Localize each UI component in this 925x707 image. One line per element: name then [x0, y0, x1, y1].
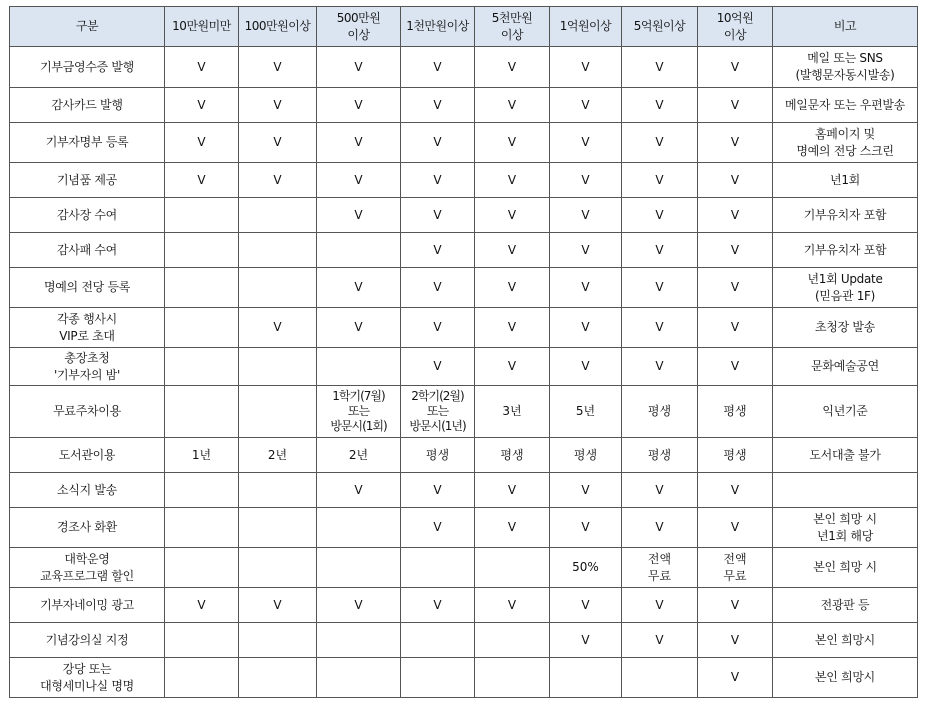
benefit-cell: V	[622, 508, 698, 548]
benefit-cell: V	[550, 588, 622, 623]
benefit-cell: V	[317, 47, 401, 88]
benefit-cell: V	[401, 198, 475, 233]
benefit-cell: V	[401, 308, 475, 348]
benefit-cell	[401, 623, 475, 658]
benefit-cell: 2년	[317, 438, 401, 473]
benefit-cell: V	[401, 88, 475, 123]
benefit-cell	[165, 508, 239, 548]
row-remark: 초청장 발송	[773, 308, 918, 348]
benefit-cell: V	[475, 233, 550, 268]
benefit-cell: V	[401, 47, 475, 88]
benefit-cell: V	[550, 308, 622, 348]
benefit-cell: V	[622, 348, 698, 386]
row-label: 소식지 발송	[10, 473, 165, 508]
benefit-cell: 3년	[475, 386, 550, 438]
benefit-cell: V	[698, 233, 773, 268]
row-remark: 본인 희망시	[773, 658, 918, 698]
benefit-cell: V	[622, 163, 698, 198]
benefit-cell: V	[622, 198, 698, 233]
row-label: 기부자명부 등록	[10, 123, 165, 163]
benefit-cell: 50%	[550, 548, 622, 588]
row-remark: 전광판 등	[773, 588, 918, 623]
table-row	[10, 623, 918, 658]
row-label: 대학운영 교육프로그램 할인	[10, 548, 165, 588]
benefit-cell: V	[317, 198, 401, 233]
table-row	[10, 658, 918, 698]
benefit-cell: 2학기(2월) 또는 방문시(1년)	[401, 386, 475, 438]
row-label: 기념품 제공	[10, 163, 165, 198]
benefit-cell: 평생	[698, 438, 773, 473]
table-row	[10, 88, 918, 123]
row-remark: 메일 또는 SNS (발행문자동시발송)	[773, 47, 918, 88]
benefit-cell: V	[317, 123, 401, 163]
header-category: 구분	[10, 7, 165, 47]
table-row	[10, 473, 918, 508]
row-remark: 메일문자 또는 우편발송	[773, 88, 918, 123]
row-label: 도서관이용	[10, 438, 165, 473]
row-remark	[773, 473, 918, 508]
table-row	[10, 198, 918, 233]
row-remark: 본인 희망 시 년1회 해당	[773, 508, 918, 548]
row-remark: 도서대출 불가	[773, 438, 918, 473]
row-remark: 문화예술공연	[773, 348, 918, 386]
row-label: 기부금영수증 발행	[10, 47, 165, 88]
benefit-cell: V	[401, 233, 475, 268]
benefit-cell: V	[550, 508, 622, 548]
benefit-cell	[317, 548, 401, 588]
benefit-cell: V	[698, 473, 773, 508]
benefit-cell: V	[622, 623, 698, 658]
benefit-cell: 평생	[401, 438, 475, 473]
benefit-cell: 2년	[239, 438, 317, 473]
benefit-cell: V	[475, 508, 550, 548]
row-label: 기념강의실 지정	[10, 623, 165, 658]
table-row	[10, 386, 918, 438]
benefit-cell: V	[239, 47, 317, 88]
row-remark: 본인 희망시	[773, 623, 918, 658]
benefit-cell	[165, 386, 239, 438]
benefit-cell: V	[475, 47, 550, 88]
benefit-cell: 평생	[550, 438, 622, 473]
benefit-cell: V	[698, 508, 773, 548]
row-remark: 익년기준	[773, 386, 918, 438]
benefit-cell: V	[401, 588, 475, 623]
benefit-cell: V	[622, 308, 698, 348]
benefit-cell: V	[698, 348, 773, 386]
benefit-cell	[475, 548, 550, 588]
header-10m-plus: 1천만원이상	[401, 7, 475, 47]
benefit-cell: V	[698, 623, 773, 658]
benefit-cell: V	[550, 47, 622, 88]
benefit-cell	[165, 658, 239, 698]
table-row	[10, 438, 918, 473]
table-row	[10, 268, 918, 308]
header-row	[10, 7, 918, 47]
benefit-cell	[317, 658, 401, 698]
benefit-cell	[317, 233, 401, 268]
benefit-cell: V	[317, 268, 401, 308]
benefit-cell	[165, 268, 239, 308]
benefit-cell: 1년	[165, 438, 239, 473]
benefit-cell	[239, 268, 317, 308]
benefit-cell	[239, 473, 317, 508]
row-remark: 홈페이지 및 명예의 전당 스크린	[773, 123, 918, 163]
benefit-cell	[239, 386, 317, 438]
benefit-cell: V	[698, 198, 773, 233]
table-row	[10, 508, 918, 548]
row-label: 명예의 전당 등록	[10, 268, 165, 308]
benefit-cell	[165, 198, 239, 233]
benefit-cell: 평생	[622, 438, 698, 473]
benefit-cell: V	[622, 47, 698, 88]
benefit-cell: V	[401, 123, 475, 163]
table-row	[10, 348, 918, 386]
header-remarks: 비고	[773, 7, 918, 47]
benefit-cell	[165, 548, 239, 588]
benefit-cell	[475, 623, 550, 658]
benefit-cell: V	[401, 163, 475, 198]
header-1m-plus: 100만원이상	[239, 7, 317, 47]
row-label: 무료주차이용	[10, 386, 165, 438]
header-1b-plus: 10억원 이상	[698, 7, 773, 47]
benefit-cell: V	[550, 163, 622, 198]
benefit-cell	[550, 658, 622, 698]
benefit-cell: V	[698, 163, 773, 198]
table-row	[10, 548, 918, 588]
row-remark: 기부유치자 포함	[773, 233, 918, 268]
table-row	[10, 47, 918, 88]
benefit-cell	[475, 658, 550, 698]
benefit-cell: V	[165, 588, 239, 623]
row-label: 감사장 수여	[10, 198, 165, 233]
benefit-cell: V	[165, 123, 239, 163]
benefit-cell: 평생	[622, 386, 698, 438]
benefit-cell: V	[239, 123, 317, 163]
row-remark: 본인 희망 시	[773, 548, 918, 588]
benefit-cell	[239, 233, 317, 268]
row-label: 강당 또는 대형세미나실 명명	[10, 658, 165, 698]
benefit-cell: V	[401, 508, 475, 548]
table-row	[10, 163, 918, 198]
donor-benefits-table	[9, 6, 918, 698]
benefit-cell: V	[698, 123, 773, 163]
benefit-cell: 평생	[698, 386, 773, 438]
benefit-cell	[317, 508, 401, 548]
benefit-cell	[239, 658, 317, 698]
row-label: 감사카드 발행	[10, 88, 165, 123]
benefit-cell: 전액 무료	[622, 548, 698, 588]
benefit-cell: V	[622, 473, 698, 508]
benefit-cell: V	[317, 588, 401, 623]
row-label: 기부자네이밍 광고	[10, 588, 165, 623]
benefit-cell: V	[475, 588, 550, 623]
benefit-cell: V	[622, 123, 698, 163]
benefit-cell: V	[475, 123, 550, 163]
header-100m-plus: 1억원이상	[550, 7, 622, 47]
benefit-cell: V	[401, 473, 475, 508]
benefit-cell: V	[239, 163, 317, 198]
benefit-cell: V	[317, 473, 401, 508]
benefit-cell: V	[475, 473, 550, 508]
benefit-cell	[239, 198, 317, 233]
row-remark: 년1회	[773, 163, 918, 198]
benefit-cell: V	[550, 473, 622, 508]
benefit-cell	[165, 623, 239, 658]
header-5m-plus: 500만원 이상	[317, 7, 401, 47]
benefit-cell	[239, 623, 317, 658]
table-row	[10, 123, 918, 163]
benefit-cell: V	[475, 308, 550, 348]
benefit-cell: V	[475, 348, 550, 386]
benefit-cell	[622, 658, 698, 698]
benefit-cell	[401, 548, 475, 588]
benefit-cell: V	[550, 88, 622, 123]
benefit-cell: 1학기(7월) 또는 방문시(1회)	[317, 386, 401, 438]
benefit-cell: V	[239, 588, 317, 623]
header-500m-plus: 5억원이상	[622, 7, 698, 47]
benefit-cell: V	[475, 88, 550, 123]
benefit-cell: V	[622, 588, 698, 623]
benefit-cell: V	[550, 123, 622, 163]
benefit-cell: V	[317, 88, 401, 123]
benefit-cell	[165, 308, 239, 348]
benefit-cell	[239, 348, 317, 386]
table-row	[10, 588, 918, 623]
benefit-cell: V	[239, 308, 317, 348]
benefit-cell: V	[550, 198, 622, 233]
benefit-cell	[239, 548, 317, 588]
benefit-cell: V	[698, 268, 773, 308]
benefit-cell	[317, 623, 401, 658]
benefit-cell: V	[165, 163, 239, 198]
benefit-cell: V	[698, 308, 773, 348]
benefit-cell: V	[622, 88, 698, 123]
benefit-cell: V	[698, 47, 773, 88]
table-row	[10, 233, 918, 268]
row-remark: 기부유치자 포함	[773, 198, 918, 233]
benefit-cell: V	[550, 268, 622, 308]
benefit-cell	[401, 658, 475, 698]
row-label: 감사패 수여	[10, 233, 165, 268]
benefit-cell: V	[550, 623, 622, 658]
row-label: 총장초청 '기부자의 밤'	[10, 348, 165, 386]
benefit-cell: V	[165, 88, 239, 123]
header-50m-plus: 5천만원 이상	[475, 7, 550, 47]
table-row	[10, 308, 918, 348]
benefit-cell	[165, 233, 239, 268]
benefit-cell: V	[550, 233, 622, 268]
benefit-cell: V	[475, 163, 550, 198]
benefit-cell: V	[622, 233, 698, 268]
benefit-cell: 5년	[550, 386, 622, 438]
row-label: 각종 행사시 VIP로 초대	[10, 308, 165, 348]
header-under-100k: 10만원미만	[165, 7, 239, 47]
benefit-cell: V	[317, 163, 401, 198]
benefit-cell	[317, 348, 401, 386]
benefit-cell: V	[401, 268, 475, 308]
benefit-cell: V	[239, 88, 317, 123]
benefit-cell: V	[401, 348, 475, 386]
benefit-cell: V	[698, 658, 773, 698]
benefit-cell: V	[475, 198, 550, 233]
row-label: 경조사 화환	[10, 508, 165, 548]
benefit-cell: V	[698, 88, 773, 123]
benefit-cell: V	[165, 47, 239, 88]
benefit-cell: V	[317, 308, 401, 348]
benefit-cell: V	[550, 348, 622, 386]
benefit-cell: V	[475, 268, 550, 308]
benefit-cell: V	[698, 588, 773, 623]
benefit-cell: 전액 무료	[698, 548, 773, 588]
benefit-cell	[165, 348, 239, 386]
benefit-cell	[239, 508, 317, 548]
benefit-cell: V	[622, 268, 698, 308]
row-remark: 년1회 Update (믿음관 1F)	[773, 268, 918, 308]
benefit-cell: 평생	[475, 438, 550, 473]
benefit-cell	[165, 473, 239, 508]
